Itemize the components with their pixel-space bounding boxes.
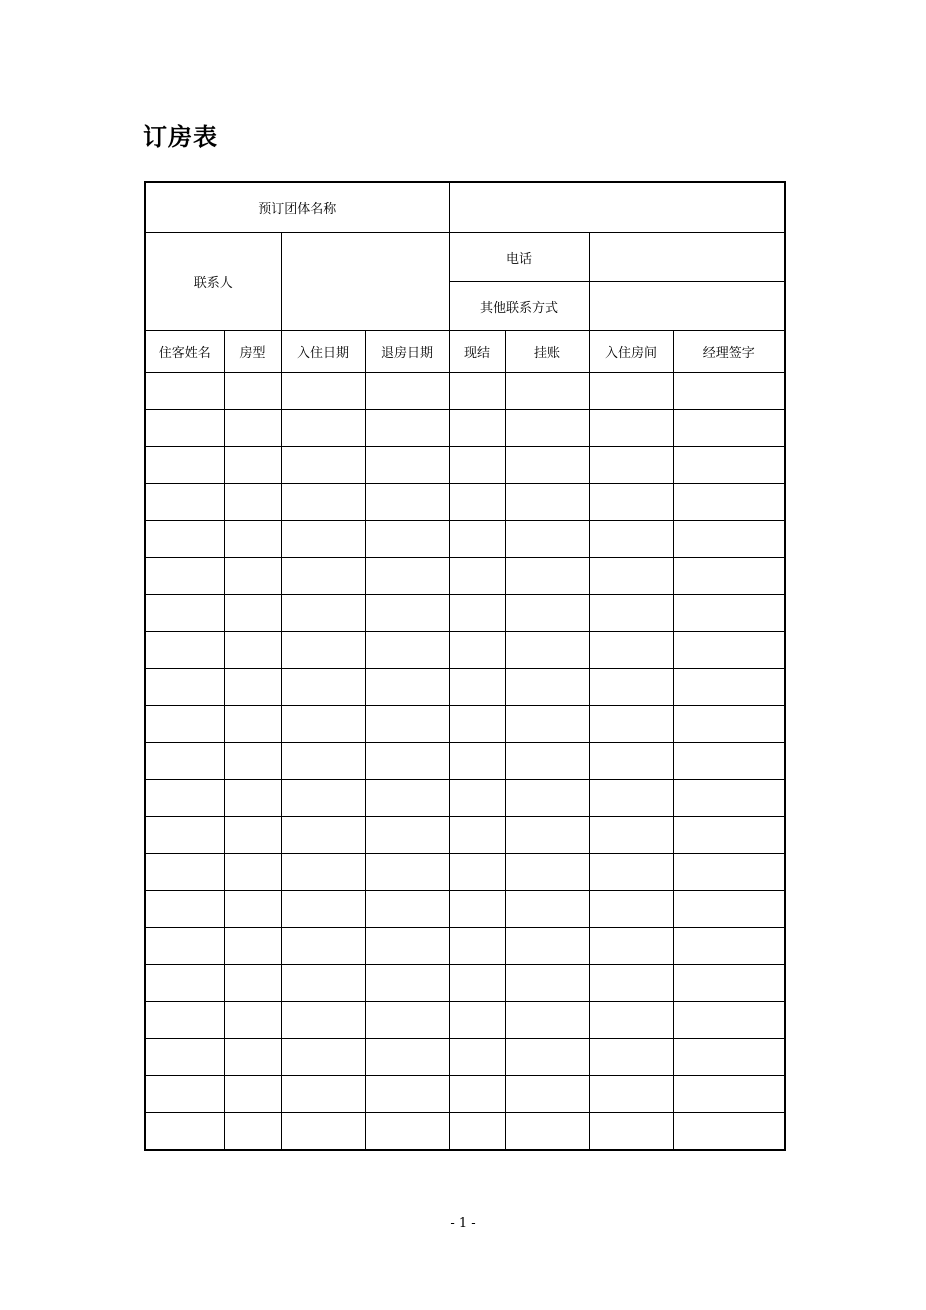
table-cell[interactable] [365,447,449,484]
table-cell[interactable] [281,447,365,484]
table-cell[interactable] [145,447,224,484]
table-cell[interactable] [505,484,589,521]
page-title: 订房表 [143,123,218,151]
table-cell[interactable] [589,928,673,965]
table-cell[interactable] [145,410,224,447]
table-cell[interactable] [224,595,281,632]
table-cell[interactable] [589,1039,673,1076]
table-cell[interactable] [449,632,505,669]
table-cell[interactable] [589,817,673,854]
contact-label: 联系人 [145,233,281,331]
table-cell[interactable] [673,410,785,447]
table-cell[interactable] [589,484,673,521]
table-cell[interactable] [589,854,673,891]
table-cell[interactable] [589,521,673,558]
table-cell[interactable] [365,1113,449,1151]
table-cell[interactable] [281,484,365,521]
column-header-guest-name: 住客姓名 [145,331,224,373]
column-header-checkin-date: 入住日期 [281,331,365,373]
table-cell[interactable] [449,854,505,891]
table-cell[interactable] [505,891,589,928]
table-row [145,780,785,817]
table-cell[interactable] [505,1039,589,1076]
table-row [145,484,785,521]
table-cell[interactable] [145,1039,224,1076]
table-cell[interactable] [673,669,785,706]
table-row [145,632,785,669]
table-cell[interactable] [224,743,281,780]
table-row [145,373,785,410]
table-row [145,410,785,447]
table-cell[interactable] [281,706,365,743]
table-cell[interactable] [449,780,505,817]
table-cell[interactable] [224,817,281,854]
table-cell[interactable] [224,780,281,817]
table-cell[interactable] [449,410,505,447]
table-cell[interactable] [224,373,281,410]
table-row [145,854,785,891]
table-cell[interactable] [145,780,224,817]
table-cell[interactable] [673,373,785,410]
table-cell[interactable] [449,558,505,595]
table-cell[interactable] [224,447,281,484]
table-cell[interactable] [145,1113,224,1151]
table-cell[interactable] [505,595,589,632]
table-cell[interactable] [449,447,505,484]
table-cell[interactable] [365,669,449,706]
table-row [145,1076,785,1113]
table-cell[interactable] [589,558,673,595]
table-cell[interactable] [673,817,785,854]
table-cell[interactable] [449,1076,505,1113]
table-cell[interactable] [281,558,365,595]
table-cell[interactable] [505,928,589,965]
table-row [145,743,785,780]
table-cell[interactable] [224,669,281,706]
table-cell[interactable] [589,669,673,706]
table-row [145,891,785,928]
table-cell[interactable] [505,521,589,558]
table-cell[interactable] [281,743,365,780]
table-cell[interactable] [449,595,505,632]
table-cell[interactable] [673,558,785,595]
table-cell[interactable] [224,410,281,447]
table-cell[interactable] [673,484,785,521]
table-cell[interactable] [449,521,505,558]
table-cell[interactable] [673,632,785,669]
table-cell[interactable] [589,780,673,817]
table-row [145,447,785,484]
table-cell[interactable] [365,1039,449,1076]
table-cell[interactable] [505,743,589,780]
table-cell[interactable] [224,928,281,965]
table-cell[interactable] [281,595,365,632]
table-cell[interactable] [505,632,589,669]
table-row [145,817,785,854]
table-cell[interactable] [673,891,785,928]
table-cell[interactable] [673,1113,785,1151]
table-cell[interactable] [505,706,589,743]
table-cell[interactable] [365,632,449,669]
table-cell[interactable] [224,1039,281,1076]
table-cell[interactable] [589,1076,673,1113]
table-cell[interactable] [145,817,224,854]
table-cell[interactable] [673,521,785,558]
table-cell[interactable] [505,410,589,447]
table-cell[interactable] [145,891,224,928]
phone-label: 电话 [449,233,589,282]
group-name-label: 预订团体名称 [145,182,449,233]
table-row [145,558,785,595]
table-cell[interactable] [505,780,589,817]
table-cell[interactable] [589,447,673,484]
table-cell[interactable] [589,743,673,780]
table-cell[interactable] [365,521,449,558]
table-cell[interactable] [145,706,224,743]
table-cell[interactable] [505,669,589,706]
table-cell[interactable] [365,891,449,928]
table-cell[interactable] [449,706,505,743]
table-row [145,521,785,558]
table-cell[interactable] [505,447,589,484]
table-cell[interactable] [673,595,785,632]
table-cell[interactable] [224,1076,281,1113]
table-cell[interactable] [673,743,785,780]
table-cell[interactable] [505,1076,589,1113]
table-cell[interactable] [365,780,449,817]
table-cell[interactable] [505,1002,589,1039]
column-header-room-type: 房型 [224,331,281,373]
table-cell[interactable] [365,558,449,595]
table-cell[interactable] [589,373,673,410]
table-cell[interactable] [281,817,365,854]
table-cell[interactable] [673,780,785,817]
table-row [145,965,785,1002]
table-row [145,1002,785,1039]
table-cell[interactable] [281,928,365,965]
table-cell[interactable] [281,669,365,706]
table-cell[interactable] [505,373,589,410]
table-cell[interactable] [365,484,449,521]
table-row [145,669,785,706]
table-cell[interactable] [224,632,281,669]
table-cell[interactable] [365,817,449,854]
table-cell[interactable] [589,1002,673,1039]
group-name-field[interactable] [449,182,785,233]
table-row [145,1039,785,1076]
table-cell[interactable] [365,1002,449,1039]
table-cell[interactable] [505,854,589,891]
table-cell[interactable] [449,1002,505,1039]
table-row [145,706,785,743]
table-cell[interactable] [145,669,224,706]
table-cell[interactable] [673,447,785,484]
table-row [145,595,785,632]
table-cell[interactable] [589,1113,673,1151]
table-cell[interactable] [449,669,505,706]
group-name-row [145,182,785,233]
table-cell[interactable] [224,1113,281,1151]
table-cell[interactable] [224,706,281,743]
table-cell[interactable] [145,1076,224,1113]
column-header-pay-now: 现结 [449,331,505,373]
table-cell[interactable] [365,410,449,447]
table-cell[interactable] [145,484,224,521]
table-cell[interactable] [224,854,281,891]
table-cell[interactable] [281,891,365,928]
table-cell[interactable] [673,1076,785,1113]
room-booking-table [144,181,786,1151]
table-cell[interactable] [224,484,281,521]
table-cell[interactable] [449,1039,505,1076]
table-cell[interactable] [281,1002,365,1039]
table-cell[interactable] [224,521,281,558]
table-cell[interactable] [449,817,505,854]
column-header-row [145,331,785,373]
table-cell[interactable] [145,595,224,632]
table-cell[interactable] [449,373,505,410]
table-row [145,928,785,965]
table-cell[interactable] [365,928,449,965]
table-cell[interactable] [145,521,224,558]
table-cell[interactable] [145,965,224,1002]
column-header-manager-signature: 经理签字 [673,331,785,373]
table-cell[interactable] [365,854,449,891]
table-cell[interactable] [145,632,224,669]
table-cell[interactable] [145,743,224,780]
table-cell[interactable] [505,558,589,595]
table-cell[interactable] [365,595,449,632]
column-header-room-number: 入住房间 [589,331,673,373]
table-cell[interactable] [673,1039,785,1076]
table-cell[interactable] [589,595,673,632]
table-cell[interactable] [281,1076,365,1113]
table-cell[interactable] [224,965,281,1002]
table-cell[interactable] [145,928,224,965]
table-cell[interactable] [673,706,785,743]
contact-field[interactable] [281,233,449,331]
table-cell[interactable] [449,1113,505,1151]
table-cell[interactable] [589,410,673,447]
table-cell[interactable] [281,373,365,410]
table-cell[interactable] [365,743,449,780]
table-cell[interactable] [224,1002,281,1039]
table-cell[interactable] [673,928,785,965]
table-cell[interactable] [281,965,365,1002]
other-contact-label: 其他联系方式 [449,282,589,331]
page-number: - 1 - [450,1216,476,1231]
table-cell[interactable] [505,817,589,854]
table-cell[interactable] [281,854,365,891]
table-cell[interactable] [281,521,365,558]
table-cell[interactable] [224,891,281,928]
table-cell[interactable] [589,632,673,669]
table-cell[interactable] [673,854,785,891]
table-cell[interactable] [145,1002,224,1039]
other-contact-field[interactable] [589,282,785,331]
table-cell[interactable] [281,1113,365,1151]
table-cell[interactable] [449,743,505,780]
phone-field[interactable] [589,233,785,282]
table-cell[interactable] [589,891,673,928]
table-cell[interactable] [281,410,365,447]
table-cell[interactable] [673,965,785,1002]
table-cell[interactable] [365,965,449,1002]
table-cell[interactable] [449,484,505,521]
table-cell[interactable] [145,558,224,595]
table-cell[interactable] [145,854,224,891]
table-cell[interactable] [145,373,224,410]
table-cell[interactable] [365,706,449,743]
contact-row [145,233,785,282]
column-header-checkout-date: 退房日期 [365,331,449,373]
table-row [145,1113,785,1151]
table-cell[interactable] [281,632,365,669]
table-cell[interactable] [449,928,505,965]
table-cell[interactable] [365,373,449,410]
table-cell[interactable] [673,1002,785,1039]
table-cell[interactable] [505,965,589,1002]
table-cell[interactable] [224,558,281,595]
table-cell[interactable] [281,1039,365,1076]
column-header-on-account: 挂账 [505,331,589,373]
table-cell[interactable] [281,780,365,817]
table-cell[interactable] [505,1113,589,1151]
table-cell[interactable] [449,965,505,1002]
table-cell[interactable] [589,965,673,1002]
table-cell[interactable] [365,1076,449,1113]
table-cell[interactable] [449,891,505,928]
table-cell[interactable] [589,706,673,743]
